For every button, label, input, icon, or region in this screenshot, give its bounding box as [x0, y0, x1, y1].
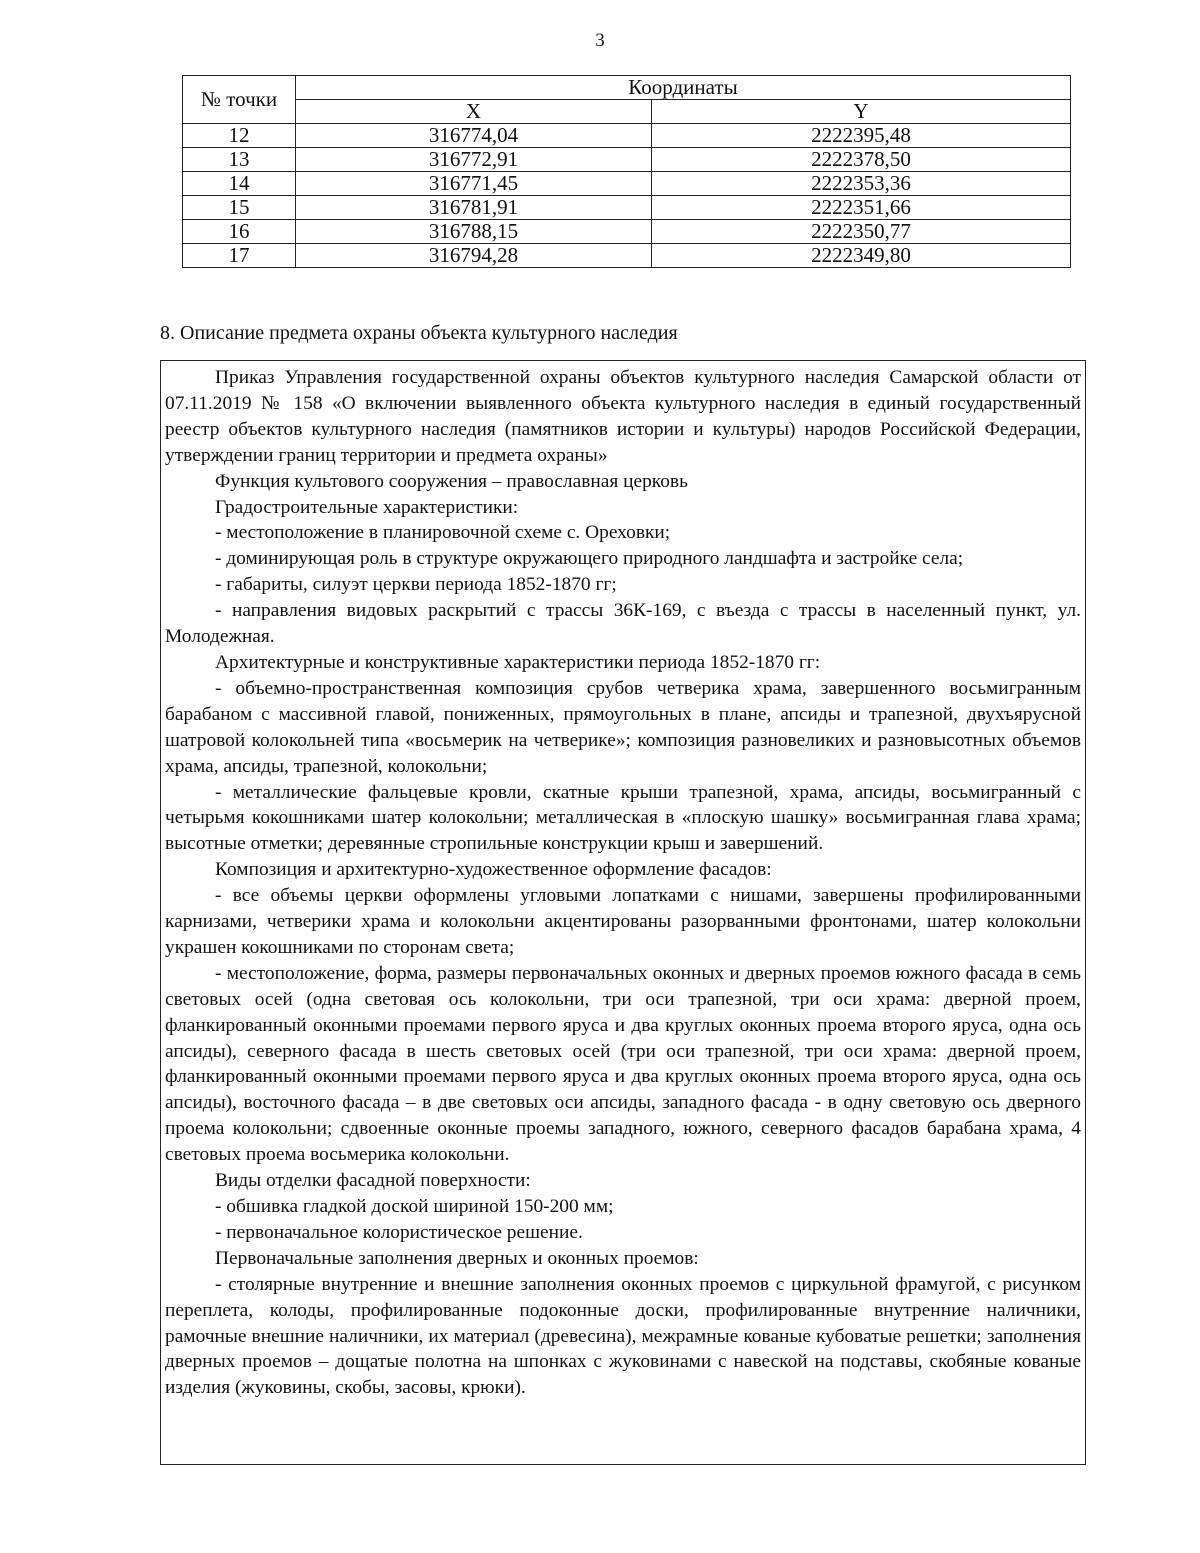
cell-x: 316771,45 — [296, 172, 652, 196]
table-subheader-row — [183, 100, 1071, 124]
header-point-number: № точки — [183, 76, 296, 124]
table-row — [183, 244, 1071, 268]
order-paragraph: Приказ Управления государственной охраны объектов культурного наследия Самарской области от 07.11.2019 № 158 «О включении выявленного объекта культурного наследия в единый государственный реестр объектов культурного наследия (памятников истории и культуры) народов Российской Федерации, утверждении границ территории и предмета охраны» — [165, 367, 1081, 466]
cell-y: 2222378,50 — [652, 148, 1071, 172]
list-item: - доминирующая роль в структуре окружающего природного ландшафта и застройке села; — [215, 548, 964, 570]
coordinates-table — [182, 75, 1071, 268]
protection-subject-box — [160, 360, 1086, 1465]
cell-x: 316772,91 — [296, 148, 652, 172]
cell-x: 316788,15 — [296, 220, 652, 244]
cell-point-number: 13 — [183, 148, 296, 172]
cell-x: 316794,28 — [296, 244, 652, 268]
cell-y: 2222351,66 — [652, 196, 1071, 220]
cell-point-number: 15 — [183, 196, 296, 220]
cell-x: 316781,91 — [296, 196, 652, 220]
subsection-heading-urban: Градостроительные характеристики: — [215, 496, 519, 518]
subsection-heading-architecture: Архитектурные и конструктивные характеристики периода 1852-1870 гг: — [215, 651, 821, 673]
cell-y: 2222353,36 — [652, 172, 1071, 196]
function-paragraph: Функция культового сооружения – православная церковь — [215, 470, 688, 492]
table-row — [183, 148, 1071, 172]
section-heading: 8. Описание предмета охраны объекта культурного наследия — [160, 322, 678, 344]
cell-point-number: 16 — [183, 220, 296, 244]
list-item: - первоначальное колористическое решение. — [215, 1221, 583, 1243]
list-item: - все объемы церкви оформлены угловыми лопатками с нишами, завершены профилированными карнизами, четверики храма и колокольни акцентированы разорванными фронтонами, шатер колокольни украшен кокошниками по сторонам света; — [165, 885, 1081, 958]
list-item: - столярные внутренние и внешние заполнения оконных проемов с циркульной фрамугой, с рисунком переплета, колоды, профилированные подоконные доски, профилированные внутренние наличники, рамочные внешние наличники, их материал (древесина), межрамные кованые кубоватые решетки; заполнения дверных проемов – дощатые полотна на шпонках с жуковинами с навеской на подставы, скобяные кованые изделия (жуковины, скобы, засовы, крюки). — [165, 1273, 1081, 1399]
list-item: - направления видовых раскрытий с трассы 36К-169, с въезда с трассы в населенный пункт, ул. Молодежная. — [165, 600, 1081, 648]
table-row — [183, 172, 1071, 196]
list-item: - местоположение, форма, размеры первоначальных оконных и дверных проемов южного фасада в семь световых осей (одна световая ось колокольни, три оси трапезной, три оси храма: дверной проем, фланкированный оконными проемами первого яруса и два круглых оконных проема второго яруса, одна ось апсиды), северного фасада в шесть световых осей (три оси трапезной, три оси храма: дверной проем, фланкированный оконными проемами первого яруса и два круглых оконных проема второго яруса, одна ось апсиды), восточного фасада – в две световых оси апсиды, западного фасада - в одну световую ось дверного проема колокольни; сдвоенные оконные проемы западного, южного, северного фасадов барабана храма, 4 световых проема восьмерика колокольни. — [165, 962, 1081, 1166]
cell-point-number: 12 — [183, 124, 296, 148]
cell-x: 316774,04 — [296, 124, 652, 148]
cell-y: 2222395,48 — [652, 124, 1071, 148]
header-coordinates: Координаты — [296, 76, 1071, 100]
list-item: - габариты, силуэт церкви периода 1852-1870 гг; — [215, 574, 617, 596]
table-row — [183, 124, 1071, 148]
list-item: - местоположение в планировочной схеме с. Ореховки; — [215, 522, 671, 544]
cell-y: 2222349,80 — [652, 244, 1071, 268]
table-row — [183, 220, 1071, 244]
subsection-heading-fillings: Первоначальные заполнения дверных и оконных проемов: — [215, 1247, 699, 1269]
cell-point-number: 17 — [183, 244, 296, 268]
page-number: 3 — [595, 30, 605, 51]
subsection-heading-finishing: Виды отделки фасадной поверхности: — [215, 1170, 531, 1192]
header-x: X — [296, 100, 652, 124]
cell-y: 2222350,77 — [652, 220, 1071, 244]
table-row — [183, 196, 1071, 220]
cell-point-number: 14 — [183, 172, 296, 196]
table-header-row — [183, 76, 1071, 100]
header-y: Y — [652, 100, 1071, 124]
list-item: - металлические фальцевые кровли, скатные крыши трапезной, храма, апсиды, восьмигранный с четырьмя кокошниками шатер колокольни; металлическая в «плоскую шашку» восьмигранная глава храма; высотные отметки; деревянные стропильные конструкции крыш и завершений. — [165, 781, 1081, 855]
subsection-heading-facades: Композиция и архитектурно-художественное оформление фасадов: — [215, 859, 772, 881]
list-item: - объемно-пространственная композиция срубов четверика храма, завершенного восьмигранным барабаном с массивной главой, пониженных, прямоугольных в плане, апсиды и трапезной, двухъярусной шатровой колокольней типа «восьмерик на четверике»; композиция разновеликих и разновысотных объемов храма, апсиды, трапезной, колокольни; — [165, 677, 1081, 777]
list-item: - обшивка гладкой доской шириной 150-200 мм; — [215, 1196, 614, 1217]
